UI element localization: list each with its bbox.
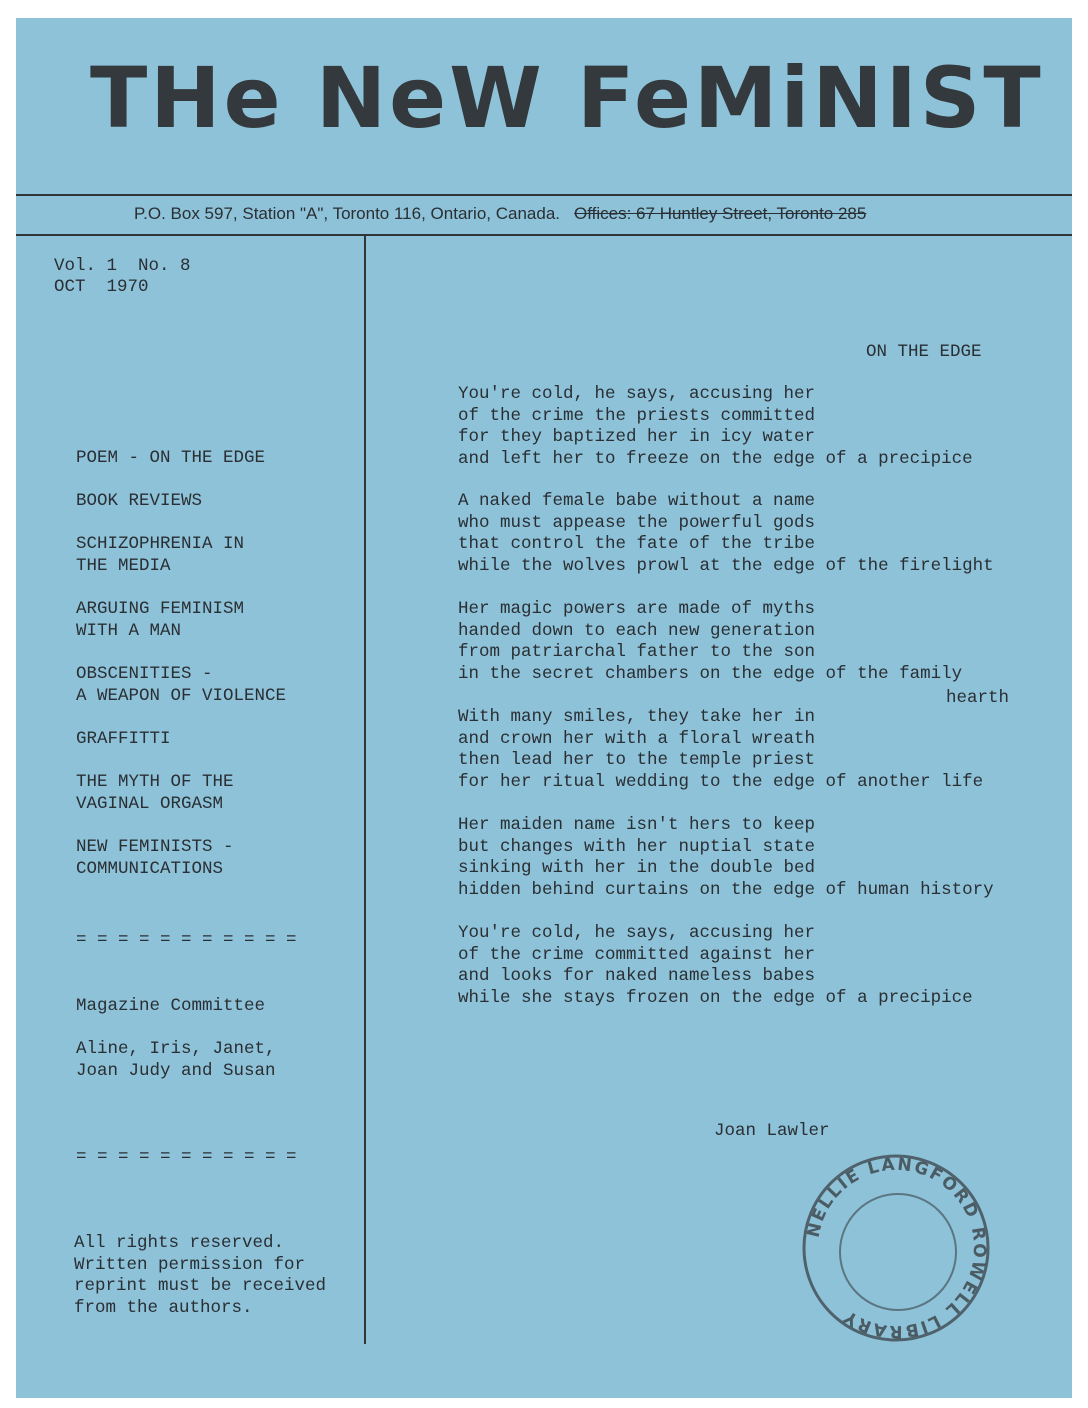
poem-line: You're cold, he says, accusing her [458, 384, 816, 404]
poem-line: for they baptized her in icy water [458, 427, 816, 447]
poem-hearth-continuation: hearth [946, 688, 1010, 708]
poem-line: With many smiles, they take her in [458, 707, 816, 727]
issue-volume: Vol. 1 No. 8 [54, 256, 191, 276]
header-rule-top [16, 194, 1072, 196]
poem-line: and looks for naked nameless babes [458, 966, 816, 986]
poem-line: while she stays frozen on the edge of a precipice [458, 987, 973, 1008]
poem-line: in the secret chambers on the edge of the family [458, 663, 963, 684]
committee-members: Aline, Iris, Janet, Joan Judy and Susan [76, 1039, 276, 1081]
contents-item: POEM - ON THE EDGE [76, 448, 266, 468]
poem-line: from patriarchal father to the son [458, 642, 816, 662]
poem-line: who must appease the powerful gods [458, 512, 816, 533]
poem-line: A naked female babe without a name [458, 491, 816, 511]
poem-line: Her magic powers are made of myths [458, 599, 816, 619]
poem-line: for her ritual wedding to the edge of another life [458, 771, 984, 792]
contents-item: THE MYTH OF THE VAGINAL ORGASM [76, 772, 234, 814]
separator: = = = = = = = = = = = [76, 1147, 297, 1167]
issue-date: OCT 1970 [54, 277, 149, 297]
office-address-struck: Offices: 67 Huntley Street, Toronto 285 [574, 204, 867, 223]
rights-notice: All rights reserved. Written permission for reprint must be received from the authors. [74, 1233, 327, 1318]
contents-item: NEW FEMINISTS - COMMUNICATIONS [76, 837, 234, 879]
library-stamp [796, 1148, 996, 1348]
poem-line: sinking with her in the double bed [458, 858, 816, 878]
header-rule-bottom [16, 234, 1072, 236]
poem-line: and left her to freeze on the edge of a precipice [458, 448, 973, 469]
poem-line: and crown her with a floral wreath [458, 728, 816, 749]
address-line [134, 204, 866, 224]
poem-title: ON THE EDGE [866, 342, 982, 362]
poem-line: that control the fate of the tribe [458, 534, 816, 554]
poem-line: but changes with her nuptial state [458, 836, 816, 857]
poem-line: You're cold, he says, accusing her [458, 923, 816, 943]
poem-line: hidden behind curtains on the edge of human history [458, 879, 994, 900]
poem-line: Her maiden name isn't hers to keep [458, 815, 816, 835]
poem-line: then lead her to the temple priest [458, 750, 816, 770]
committee-heading: Magazine Committee [76, 996, 266, 1016]
poem-author: Joan Lawler [714, 1121, 830, 1141]
poem-line: of the crime the priests committed [458, 405, 816, 426]
contents-item: GRAFFITTI [76, 729, 171, 749]
contents-item: SCHIZOPHRENIA IN THE MEDIA [76, 534, 245, 576]
postal-address: P.O. Box 597, Station "A", Toronto 116, Ontario, Canada. [134, 204, 561, 223]
contents-item: ARGUING FEMINISM WITH A MAN [76, 599, 245, 641]
contents-item: OBSCENITIES - A WEAPON OF VIOLENCE [76, 664, 287, 706]
poem-line: of the crime committed against her [458, 944, 816, 965]
stamp-text: NELLIE LANGFORD ROWELL LIBRARY [803, 1154, 990, 1342]
masthead-title: THe NeW FeMiNIST [90, 49, 1044, 147]
separator: = = = = = = = = = = = [76, 930, 297, 950]
poem-line: while the wolves prowl at the edge of the firelight [458, 555, 994, 576]
page [16, 18, 1072, 1398]
contents-item: BOOK REVIEWS [76, 491, 203, 511]
column-divider [364, 236, 366, 1344]
poem-line: handed down to each new generation [458, 620, 816, 641]
